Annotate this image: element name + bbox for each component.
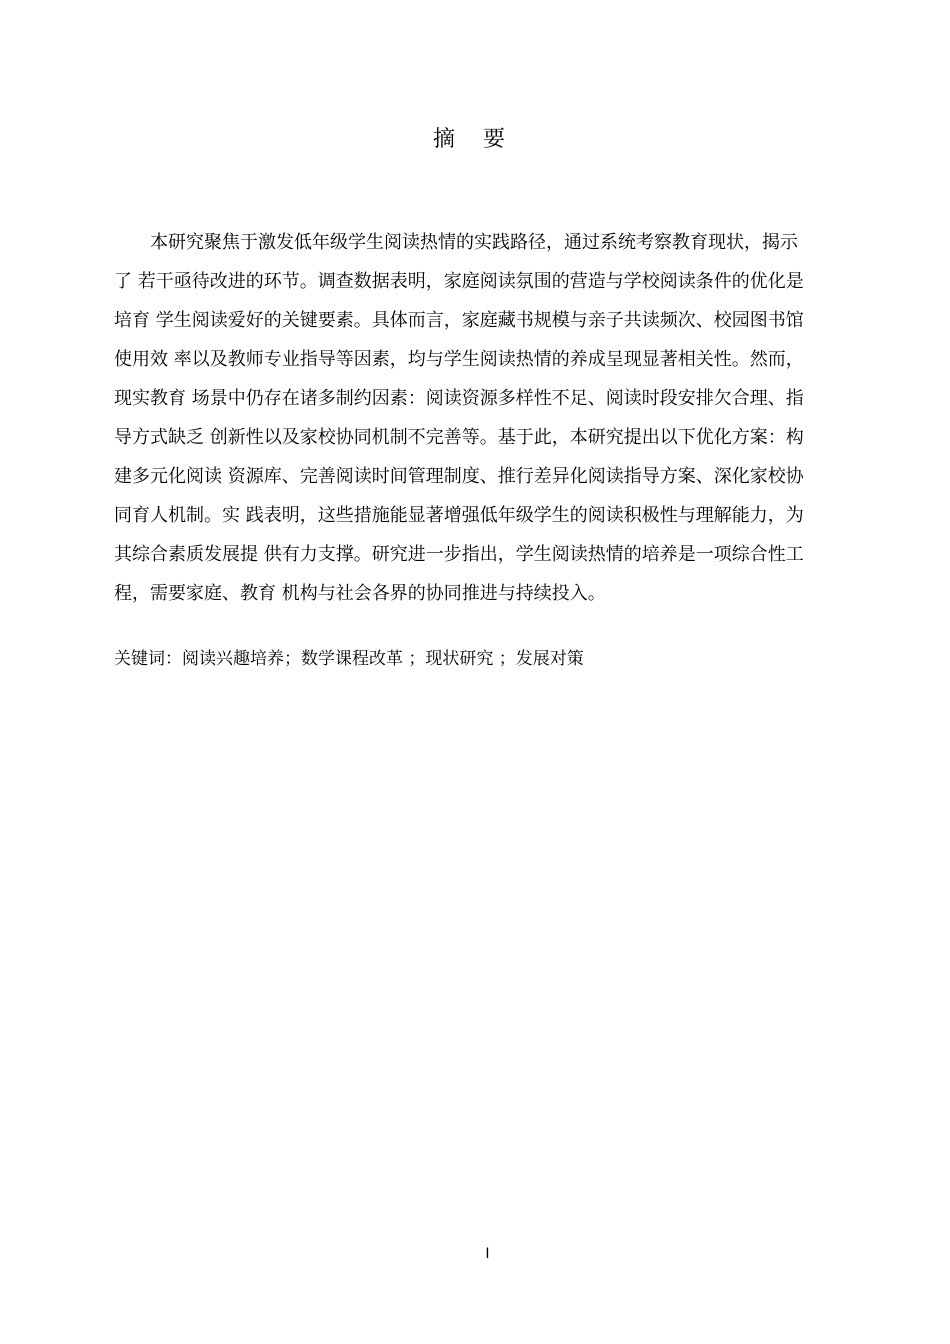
abstract-line: 使用效 率以及教师专业指导等因素，均与学生阅读热情的养成呈现显著相关性。然而，: [114, 349, 804, 370]
abstract-line: 程，需要家庭、教育 机构与社会各界的协同推进与持续投入。: [114, 583, 606, 604]
abstract-line: 本研究聚焦于激发低年级学生阅读热情的实践路径，通过系统考察教育现状，揭示: [150, 232, 798, 253]
abstract-title: 摘要: [432, 127, 533, 152]
keywords: 关键词：阅读兴趣培养；数学课程改革 ；现状研究 ；发展对策: [114, 649, 584, 669]
abstract-body: [114, 223, 852, 613]
abstract-line: 其综合素质发展提 供有力支撑。研究进一步指出，学生阅读热情的培养是一项综合性工: [114, 544, 804, 565]
abstract-line: 现实教育 场景中仍存在诸多制约因素：阅读资源多样性不足、阅读时段安排欠合理、指: [114, 388, 804, 409]
abstract-line: 同育人机制。实 践表明，这些措施能显著增强低年级学生的阅读积极性与理解能力，为: [114, 505, 804, 526]
abstract-line: 建多元化阅读 资源库、完善阅读时间管理制度、推行差异化阅读指导方案、深化家校协: [114, 466, 804, 487]
abstract-line: 培育 学生阅读爱好的关键要素。具体而言，家庭藏书规模与亲子共读频次、校园图书馆: [114, 310, 804, 331]
abstract-line: 导方式缺乏 创新性以及家校协同机制不完善等。基于此，本研究提出以下优化方案：构: [114, 427, 804, 448]
abstract-line: 了 若干亟待改进的环节。调查数据表明，家庭阅读氛围的营造与学校阅读条件的优化是: [114, 271, 804, 292]
page-number: I: [485, 1246, 490, 1262]
